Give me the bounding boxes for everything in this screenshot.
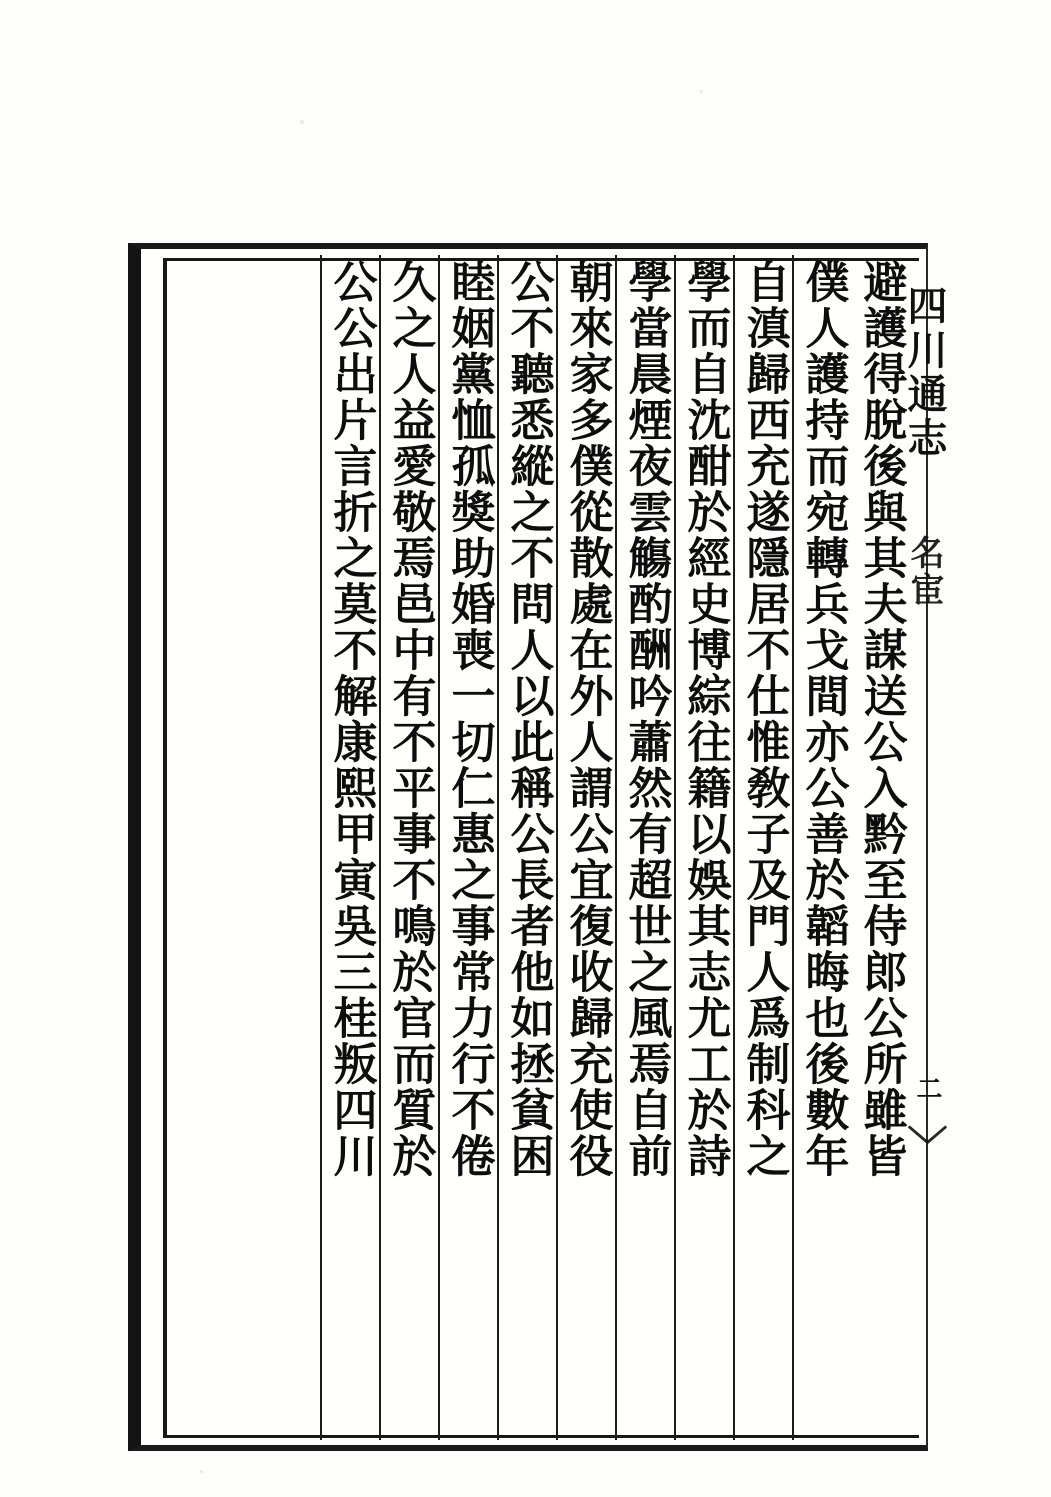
text-column [379,255,438,1440]
text-column [320,255,379,1440]
column-text: 睦姻黨恤孤獎助婚喪一切仁惠之事常力行不倦 [443,259,495,1179]
fish-tail-mark-icon: 〉 [901,1125,948,1165]
text-column [497,255,556,1440]
column-text: 學而自沈酣於經史博綜往籍以娛其志尤工於詩 [679,259,731,1179]
column-text: 公公出片言折之莫不解康熙甲寅吳三桂叛四川 [325,259,377,1179]
column-text: 久之人益愛敬焉邑中有不平事不鳴於官而質於 [384,259,436,1179]
text-column [556,255,615,1440]
text-column [792,255,851,1440]
text-columns [150,255,910,1440]
margin-strip [892,255,952,1440]
text-column [674,255,733,1440]
book-title: 四川通志 [901,285,948,461]
page-number: 二 [912,1075,942,1101]
paper-speck [300,120,304,124]
column-text: 僕人護持而宛轉兵戈間亦公善於韜晦也後數年 [797,259,849,1179]
section-label: 名宦 [904,535,944,609]
paper-speck [200,1470,203,1473]
column-text: 自滇歸西充遂隱居不仕惟敎子及門人爲制科之 [738,259,790,1179]
column-text: 公不聽悉縱之不問人以此稱公長者他如拯貧困 [502,259,554,1179]
column-text: 學當晨煙夜雲觴酌酬吟蕭然有超世之風焉自前 [620,259,672,1179]
text-column [733,255,792,1440]
column-text: 避護得脫後與其夫謀送公入黔至侍郎公所雖皆 [855,259,907,1179]
text-column [438,255,497,1440]
column-text: 朝來家多僕從散處在外人謂公宜復收歸充使役 [561,259,613,1179]
paper-speck [700,90,703,93]
text-column [615,255,674,1440]
